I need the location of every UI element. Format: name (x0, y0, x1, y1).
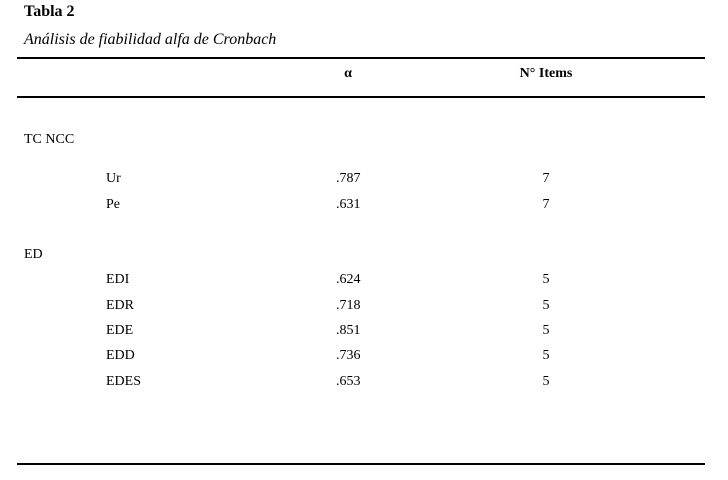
row-name: Pe (106, 197, 120, 212)
row-items: 5 (542, 323, 550, 338)
row-name: EDR (106, 298, 134, 313)
table-row (0, 374, 728, 392)
row-alpha: .718 (336, 298, 361, 313)
column-header-alpha: α (344, 66, 352, 81)
row-items: 5 (542, 272, 550, 287)
row-alpha: .736 (336, 348, 361, 363)
row-items: 5 (542, 348, 550, 363)
table-title: Análisis de fiabilidad alfa de Cronbach (24, 31, 277, 48)
row-alpha: .787 (336, 171, 361, 186)
bottom-rule (17, 463, 705, 465)
row-items: 7 (542, 171, 550, 186)
row-alpha: .851 (336, 323, 361, 338)
table-row (0, 323, 728, 341)
group-label-tc-ncc: TC NCC (24, 132, 75, 147)
top-rule (17, 57, 705, 59)
table-row (0, 171, 728, 189)
row-items: 7 (542, 197, 550, 212)
row-alpha: .631 (336, 197, 361, 212)
row-items: 5 (542, 374, 550, 389)
header-rule (17, 96, 705, 98)
row-name: Ur (106, 171, 121, 186)
row-name: EDD (106, 348, 135, 363)
row-alpha: .624 (336, 272, 361, 287)
row-name: EDI (106, 272, 130, 287)
group-label-ed: ED (24, 247, 43, 262)
table-row (0, 197, 728, 215)
row-name: EDES (106, 374, 141, 389)
row-items: 5 (542, 298, 550, 313)
table-row (0, 272, 728, 290)
column-header-items: N° Items (519, 66, 573, 81)
row-name: EDE (106, 323, 134, 338)
row-alpha: .653 (336, 374, 361, 389)
table-row (0, 348, 728, 366)
table-number: Tabla 2 (24, 3, 75, 20)
table-row (0, 298, 728, 316)
